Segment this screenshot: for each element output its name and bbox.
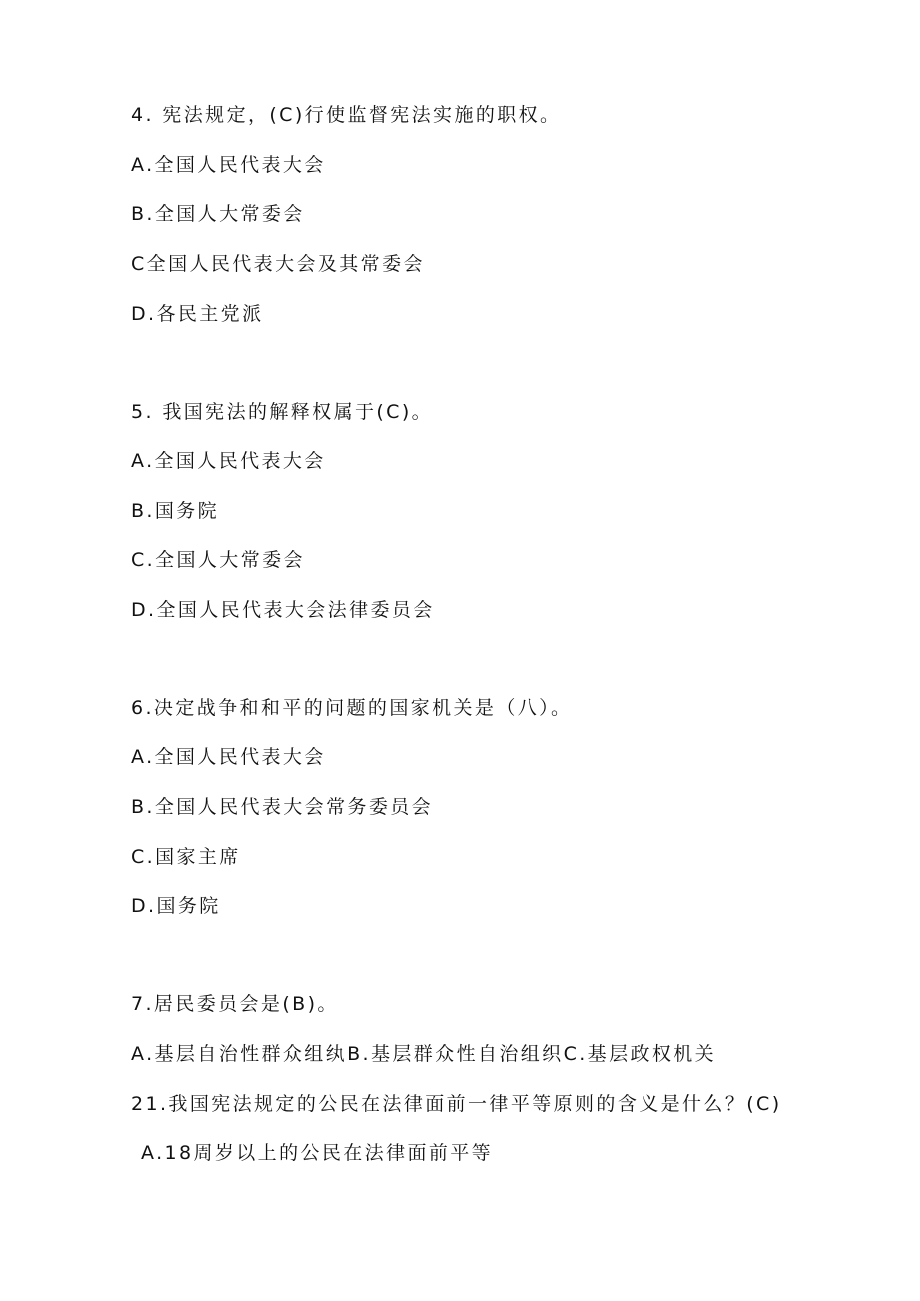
question-5-option-c: C.全国人大常委会 — [131, 549, 305, 571]
question-5-option-a: A.全国人民代表大会 — [131, 450, 326, 472]
question-5-option-b: B.国务院 — [131, 500, 220, 522]
question-4-option-c: C全国人民代表大会及其常委会 — [131, 253, 425, 275]
question-6-option-d: D.国务院 — [131, 895, 221, 917]
question-21-stem: 21.我国宪法规定的公民在法律面前一律平等原则的含义是什么？(C) — [131, 1093, 782, 1115]
question-4-option-b: B.全国人大常委会 — [131, 203, 305, 225]
question-6-option-c: C.国家主席 — [131, 846, 241, 868]
question-6-stem: 6.决定战争和和平的问题的国家机关是（八）。 — [131, 697, 573, 719]
question-6-option-b: B.全国人民代表大会常务委员会 — [131, 796, 434, 818]
question-21-option-a: A.18周岁以上的公民在法律面前平等 — [141, 1142, 494, 1164]
question-5-stem: 5. 我国宪法的解释权属于(C)。 — [131, 401, 434, 423]
question-4-option-a: A.全国人民代表大会 — [131, 154, 326, 176]
question-7-options: A.基层自治性群众组纨B.基层群众性自治组织C.基层政权机关 — [131, 1043, 717, 1065]
question-5-option-d: D.全国人民代表大会法律委员会 — [131, 599, 435, 621]
question-7-stem: 7.居民委员会是(B)。 — [131, 993, 339, 1015]
question-4-option-d: D.各民主党派 — [131, 303, 264, 325]
question-4-stem: 4. 宪法规定，(C)行使监督宪法实施的职权。 — [131, 104, 562, 126]
question-6-option-a: A.全国人民代表大会 — [131, 746, 326, 768]
